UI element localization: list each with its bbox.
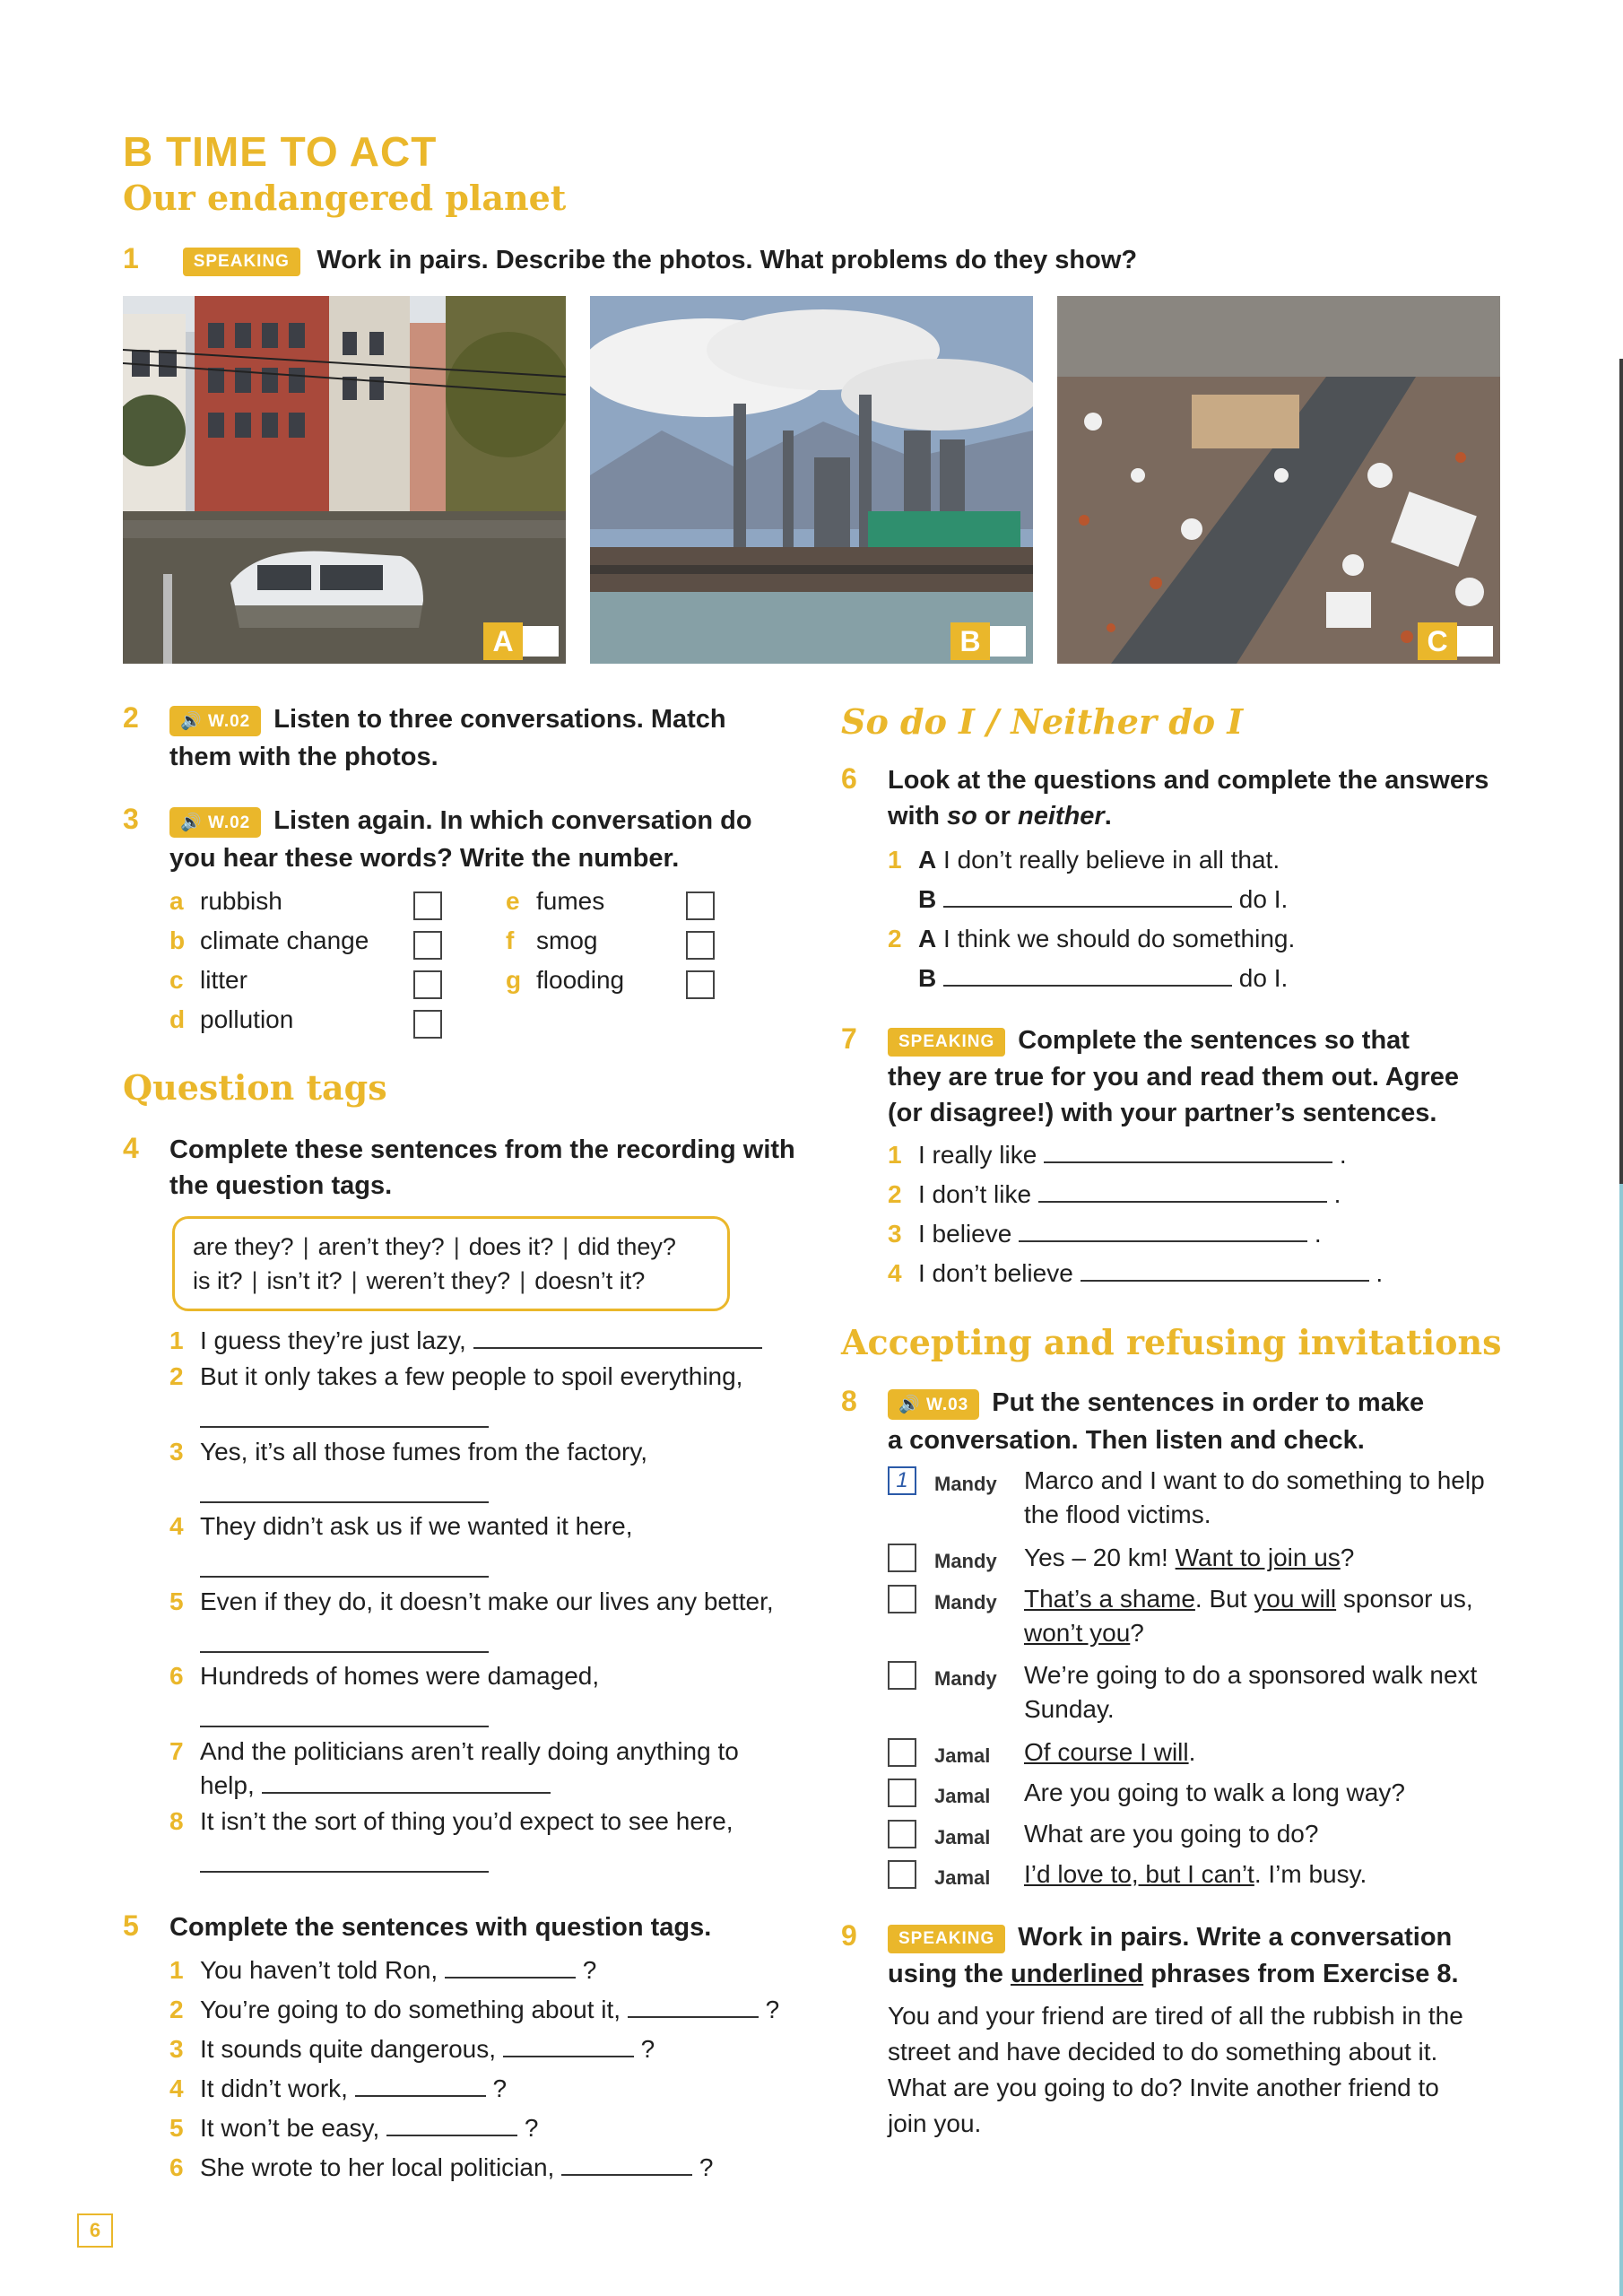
word-item: d pollution — [169, 1005, 294, 1033]
factory-scene-illustration — [590, 296, 1033, 664]
section-subtitle: Our endangered planet — [123, 178, 567, 218]
word-item: c litter — [169, 966, 247, 994]
exercise-9 — [841, 1919, 1459, 1992]
photo-tag-a — [483, 622, 562, 660]
list-item: 6 Hundreds of homes were damaged, — [169, 1662, 600, 1690]
exercise-number: 8 — [841, 1385, 857, 1417]
section-title: B TIME TO ACT — [123, 128, 438, 175]
conversation-line: Jamal Are you going to walk a long way? — [888, 1776, 1405, 1813]
answer-line[interactable] — [200, 1401, 489, 1428]
page-edge-dark — [1619, 359, 1623, 1184]
speaker-name: Jamal — [934, 1744, 991, 1767]
list-item: 8 It isn’t the sort of thing you’d expect to see here, — [169, 1807, 733, 1835]
exercise-5 — [123, 1909, 711, 1945]
exercise-instruction: Complete the sentences so that — [1018, 1026, 1410, 1055]
word-item: f smog — [506, 926, 598, 954]
question-tags-heading: Question tags — [123, 1067, 387, 1108]
invitations-heading: Accepting and refusing invitations — [841, 1322, 1502, 1362]
answer-line[interactable] — [200, 1626, 489, 1653]
photo-letter: A — [483, 622, 523, 660]
order-box[interactable]: 1 — [888, 1466, 916, 1495]
exercise-6-items — [888, 840, 1515, 998]
exercise-number: 7 — [841, 1022, 857, 1055]
speaker-name: Mandy — [934, 1667, 997, 1690]
list-item: 3 I believe . — [888, 1214, 1515, 1254]
word-boxes-right — [686, 886, 715, 1004]
list-item: 4 I don’t believe . — [888, 1254, 1515, 1293]
conversation-line: Jamal What are you going to do? — [888, 1817, 1318, 1855]
tag-row: is it? | isn’t it? | weren’t they? | doesn’t it? — [193, 1267, 646, 1294]
order-box[interactable] — [888, 1820, 916, 1848]
so-neither-heading: So do I / Neither do I — [841, 701, 1244, 742]
answer-line[interactable] — [200, 1700, 489, 1727]
exercise-instruction-cont: they are true for you and read them out. Agree — [888, 1062, 1460, 1091]
exercise-1 — [123, 242, 1137, 279]
answer-box[interactable] — [686, 970, 715, 999]
exercise-instruction-cont: with so or neither. — [888, 802, 1112, 831]
exercise-3 — [123, 803, 752, 876]
audio-track: W.02 — [207, 813, 251, 832]
word-item: e fumes — [506, 887, 605, 915]
list-item: 2 You’re going to do something about it, ? — [169, 1990, 815, 2030]
list-item: 2 I don’t like . — [888, 1175, 1515, 1214]
speaker-icon: 🔊 — [180, 813, 208, 832]
speaker-name: Jamal — [934, 1826, 991, 1848]
order-box[interactable] — [888, 1860, 916, 1889]
speaking-badge: SPEAKING — [888, 1028, 1005, 1057]
exercise-9-paragraph: You and your friend are tired of all the rubbish in the street and have decided to do something about it. What are you going to do? Invite another friend to join you. — [888, 2002, 1463, 2137]
word-boxes-left — [413, 886, 442, 1044]
exercise-instruction: Complete these sentences from the recording with — [169, 1135, 795, 1164]
exercise-instruction: Look at the questions and complete the answers — [888, 766, 1489, 795]
exercise-instruction-cont: (or disagree!) with your partner’s sentences. — [888, 1098, 1437, 1127]
word-list-left — [169, 882, 438, 1039]
audio-badge[interactable] — [169, 706, 261, 736]
exercise-instruction: Put the sentences in order to make — [992, 1388, 1425, 1417]
photo-factory — [590, 296, 1033, 664]
exercise-instruction-cont: using the underlined phrases from Exercise 8. — [888, 1959, 1459, 1988]
order-box[interactable] — [888, 1585, 916, 1613]
order-box[interactable] — [888, 1661, 916, 1690]
speaking-badge: SPEAKING — [888, 1925, 1005, 1953]
exercise-7-items — [888, 1135, 1515, 1293]
exercise-instruction: Complete the sentences with question tags. — [169, 1913, 712, 1942]
list-item: 3 It sounds quite dangerous, ? — [169, 2030, 815, 2069]
answer-line[interactable] — [200, 1846, 489, 1873]
conversation-line: Mandy Yes – 20 km! Want to join us? — [888, 1541, 1354, 1578]
order-box[interactable] — [888, 1779, 916, 1807]
answer-line[interactable] — [1081, 1255, 1369, 1282]
exercise-instruction: Listen again. In which conversation do — [273, 806, 752, 835]
answer-box[interactable] — [1457, 626, 1493, 657]
tag-option: does it? — [468, 1233, 554, 1260]
exercise-number: 2 — [123, 701, 139, 734]
exercise-number: 9 — [841, 1919, 857, 1952]
exercise-number: 4 — [123, 1132, 139, 1164]
audio-track: W.03 — [925, 1395, 969, 1414]
exercise-instruction-cont: the question tags. — [169, 1171, 393, 1200]
exercise-instruction-cont: a conversation. Then listen and check. — [888, 1425, 1365, 1455]
conversation-line: Mandy We’re going to do a sponsored walk next Sunday. — [888, 1658, 1526, 1726]
speaker-name: Mandy — [934, 1550, 997, 1572]
list-item: B do I. — [888, 880, 1515, 919]
answer-line[interactable] — [445, 1952, 576, 1979]
photo-tag-b — [950, 622, 1029, 660]
tag-option: are they? — [193, 1233, 294, 1260]
conversation-line: 1 Mandy Marco and I want to do something to help the flood victims. — [888, 1464, 1526, 1532]
photo-flood — [123, 296, 566, 664]
list-item: 1 I really like . — [888, 1135, 1515, 1175]
answer-box[interactable] — [413, 1010, 442, 1039]
answer-box[interactable] — [686, 931, 715, 960]
answer-line[interactable] — [262, 1767, 551, 1794]
speaker-name: Mandy — [934, 1473, 997, 1495]
tag-option: is it? — [193, 1267, 243, 1294]
answer-line[interactable] — [1038, 1176, 1327, 1203]
word-list-right — [506, 882, 685, 1000]
answer-line[interactable] — [943, 960, 1232, 987]
photo-letter: B — [950, 622, 990, 660]
answer-line[interactable] — [1019, 1215, 1307, 1242]
exercise-number: 3 — [123, 803, 139, 835]
tag-row: are they? | aren’t they? | does it? | did they? — [193, 1233, 676, 1260]
page-number: 6 — [77, 2213, 113, 2248]
photo-tag-c — [1418, 622, 1497, 660]
exercise-number: 6 — [841, 762, 857, 795]
answer-line[interactable] — [473, 1322, 762, 1349]
conversation-line: Mandy That’s a shame. But you will sponsor us, won’t you? — [888, 1582, 1526, 1650]
list-item: 3 Yes, it’s all those fumes from the factory, — [169, 1438, 648, 1465]
conversation-line: Jamal Of course I will. — [888, 1735, 1195, 1773]
tag-option: did they? — [577, 1233, 676, 1260]
exercise-instruction: Listen to three conversations. Match — [273, 705, 726, 734]
photo-litter — [1057, 296, 1500, 664]
word-item: g flooding — [506, 966, 625, 994]
audio-badge[interactable] — [169, 807, 261, 838]
answer-box[interactable] — [413, 970, 442, 999]
exercise-2 — [123, 701, 726, 775]
exercise-instruction-cont: you hear these words? Write the number. — [169, 843, 680, 873]
answer-box[interactable] — [686, 891, 715, 920]
audio-track: W.02 — [207, 711, 251, 731]
answer-line[interactable] — [628, 1991, 759, 2018]
list-item: 1 A I don’t really believe in all that. — [888, 846, 1280, 874]
exercise-7 — [841, 1022, 1459, 1131]
list-item: 4 It didn’t work, ? — [169, 2069, 815, 2109]
answer-box[interactable] — [413, 891, 442, 920]
answer-line[interactable] — [355, 2070, 486, 2097]
order-box[interactable] — [888, 1738, 916, 1767]
question-tag-box — [172, 1216, 730, 1311]
exercise-8 — [841, 1385, 1424, 1458]
list-item: 6 She wrote to her local politician, ? — [169, 2148, 815, 2187]
answer-line[interactable] — [200, 1476, 489, 1503]
tag-option: isn’t it? — [266, 1267, 343, 1294]
answer-line[interactable] — [1044, 1136, 1332, 1163]
word-item: b climate change — [169, 926, 369, 954]
exercise-6 — [841, 762, 1488, 834]
speaking-badge: SPEAKING — [183, 248, 300, 276]
exercise-5-items — [169, 1951, 815, 2187]
photo-letter: C — [1418, 622, 1457, 660]
speaker-name: Jamal — [934, 1866, 991, 1889]
list-item: 1 I guess they’re just lazy, — [169, 1321, 762, 1361]
speaker-name: Mandy — [934, 1591, 997, 1613]
conversation-line: Jamal I’d love to, but I can’t. I’m busy. — [888, 1857, 1367, 1895]
speaker-icon: 🔊 — [180, 711, 208, 731]
speaker-name: Jamal — [934, 1785, 991, 1807]
audio-badge[interactable] — [888, 1389, 979, 1420]
exercise-number: 1 — [123, 242, 139, 274]
exercise-4 — [123, 1132, 795, 1204]
answer-line[interactable] — [943, 881, 1232, 908]
tag-option: doesn’t it? — [534, 1267, 646, 1294]
exercise-number: 5 — [123, 1909, 139, 1942]
exercise-instruction: Work in pairs. Describe the photos. What problems do they show? — [317, 246, 1138, 274]
answer-line[interactable] — [386, 2109, 517, 2136]
list-item: 2 A I think we should do something. — [888, 925, 1296, 952]
list-item: B do I. — [888, 959, 1515, 998]
list-item: 5 It won’t be easy, ? — [169, 2109, 815, 2148]
exercise-instruction: Work in pairs. Write a conversation — [1018, 1923, 1453, 1952]
speaker-icon: 🔊 — [898, 1395, 926, 1414]
answer-box[interactable] — [413, 931, 442, 960]
page-edge-light — [1619, 1184, 1623, 2296]
list-item: 5 Even if they do, it doesn’t make our lives any better, — [169, 1587, 774, 1615]
litter-scene-illustration — [1057, 296, 1500, 664]
answer-box[interactable] — [990, 626, 1026, 657]
tag-option: aren’t they? — [317, 1233, 445, 1260]
list-item: 7 And the politicians aren’t really doing anything to — [169, 1737, 739, 1765]
word-item: a rubbish — [169, 887, 282, 915]
list-item: 1 You haven’t told Ron, ? — [169, 1951, 815, 1990]
order-box[interactable] — [888, 1544, 916, 1572]
list-item: 2 But it only takes a few people to spoil everything, — [169, 1362, 743, 1390]
answer-box[interactable] — [523, 626, 559, 657]
answer-line[interactable] — [503, 2031, 634, 2057]
answer-line[interactable] — [200, 1551, 489, 1578]
answer-line[interactable] — [561, 2149, 692, 2176]
exercise-instruction-cont: them with the photos. — [169, 742, 438, 771]
tag-option: weren’t they? — [366, 1267, 511, 1294]
list-item: 4 They didn’t ask us if we wanted it here, — [169, 1512, 633, 1540]
flood-scene-illustration — [123, 296, 566, 664]
